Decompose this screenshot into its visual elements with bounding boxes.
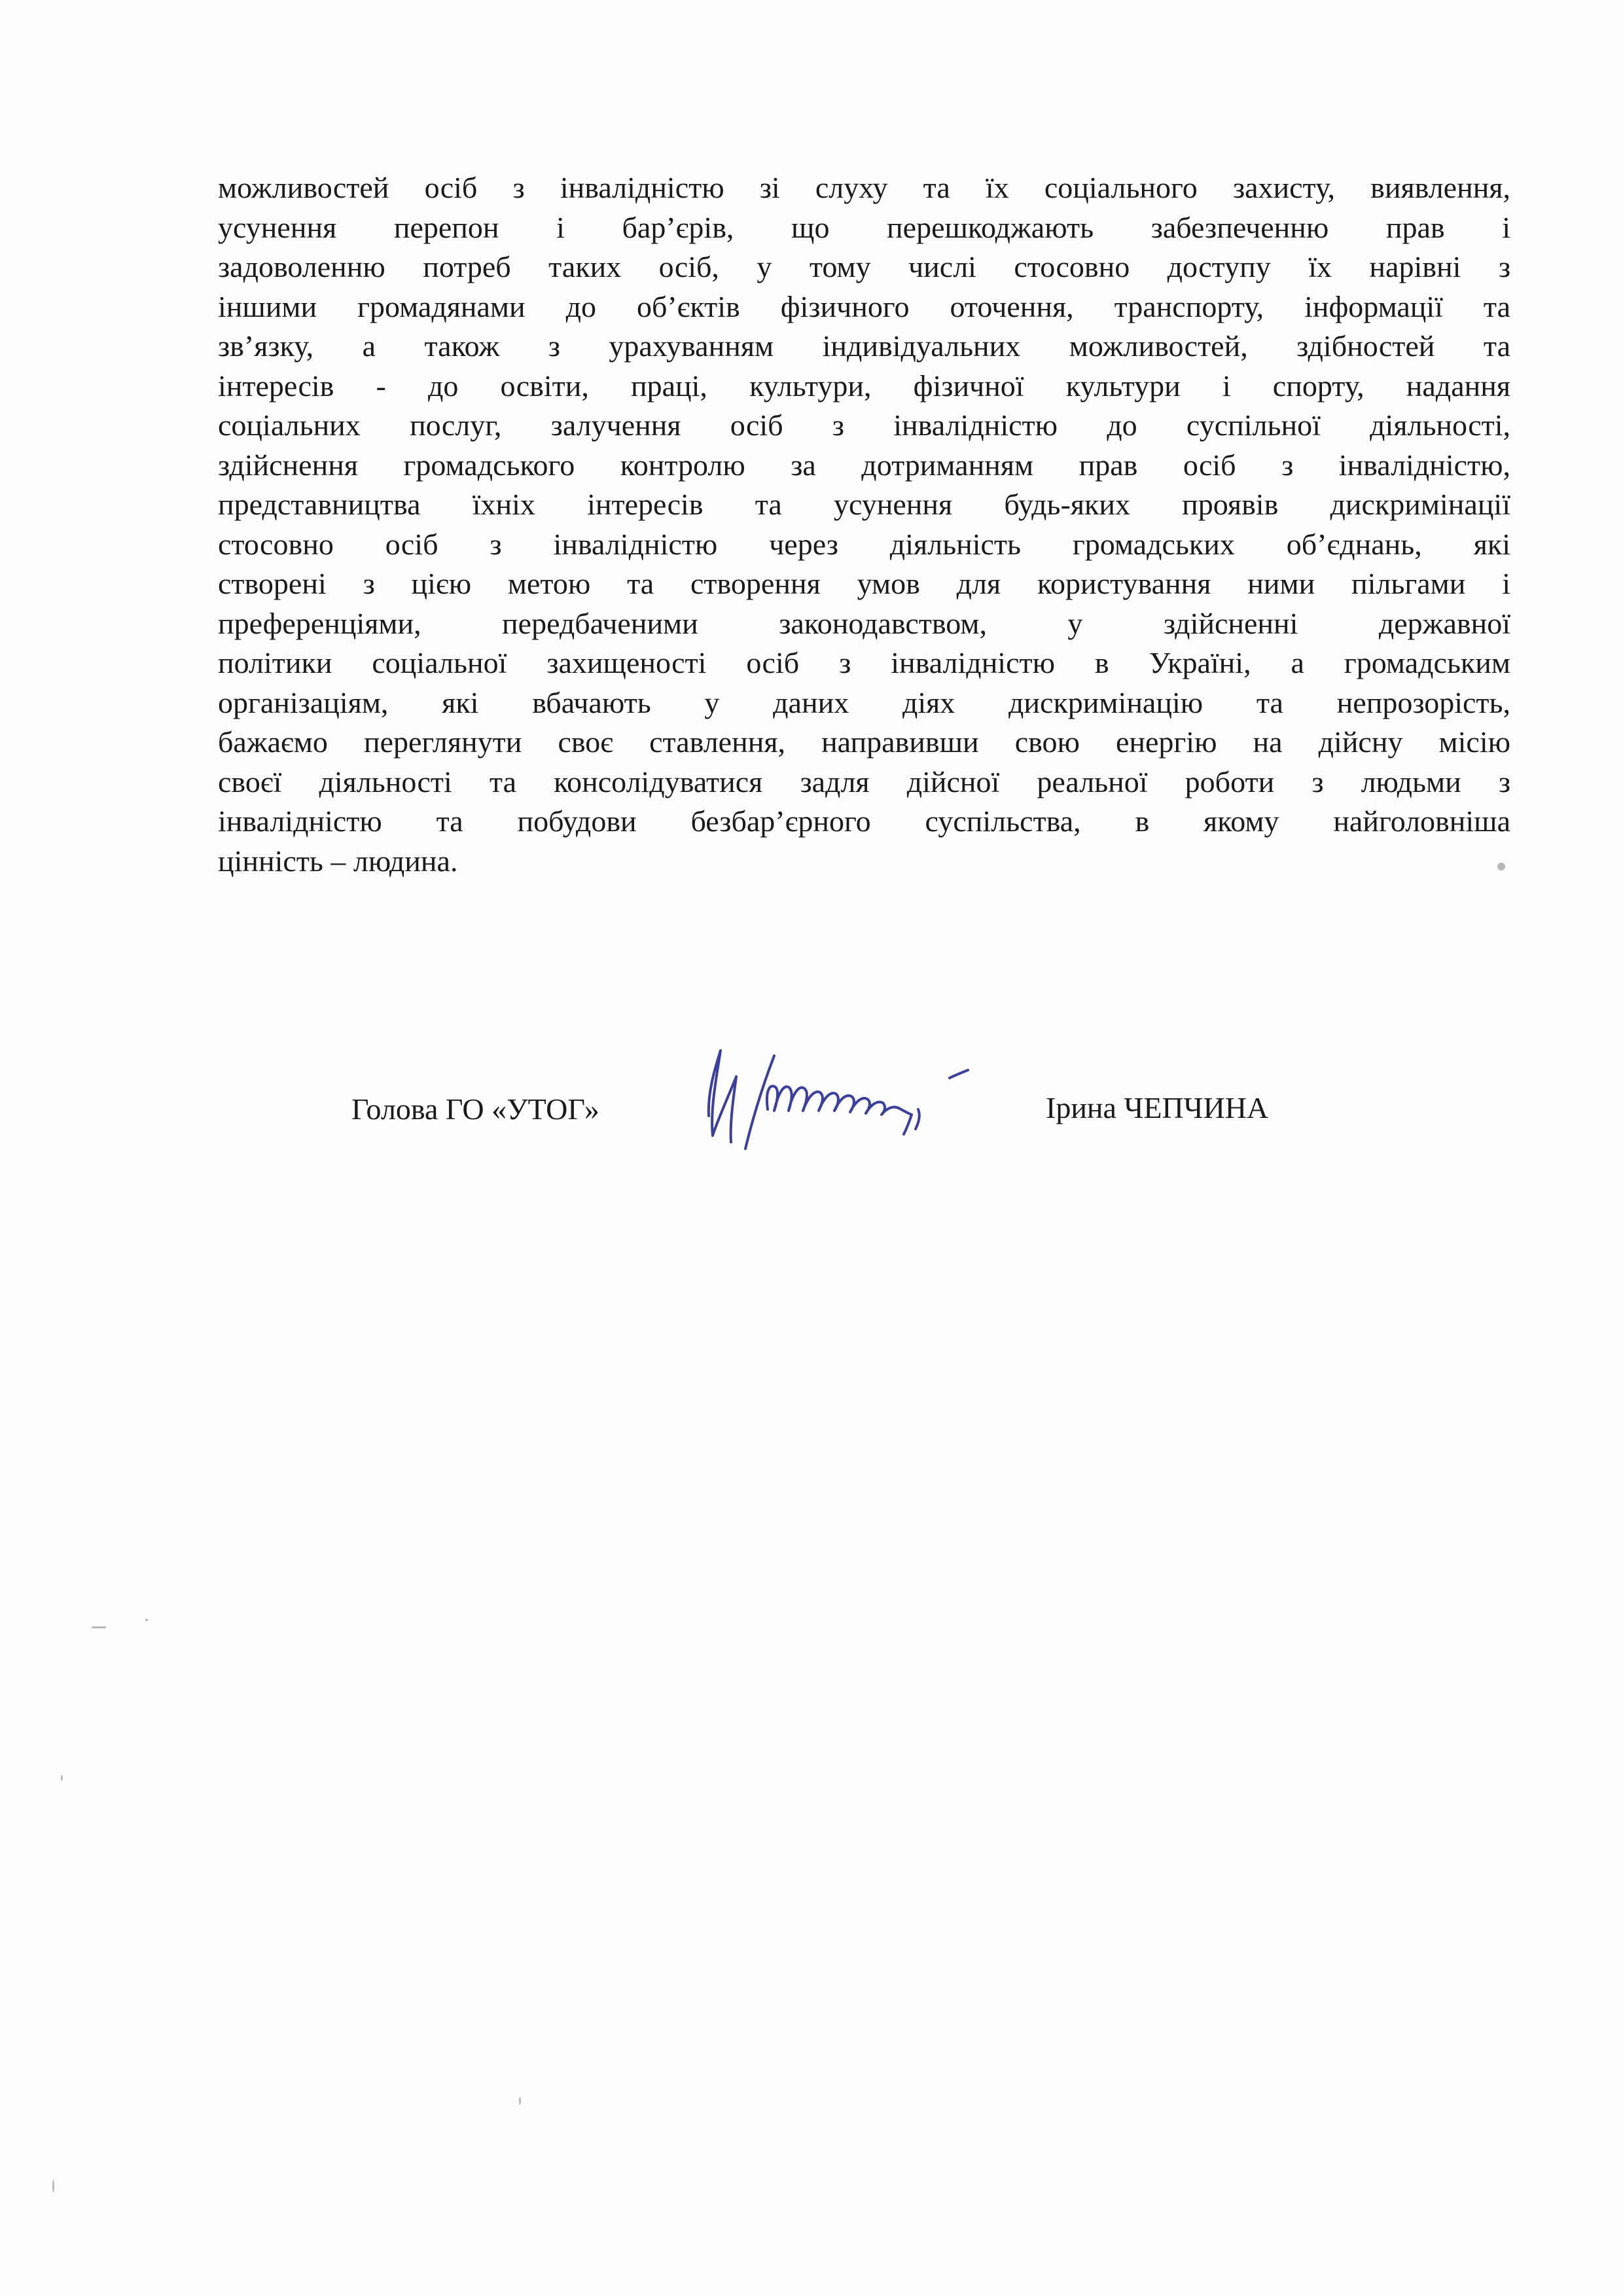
signature-block — [0, 1021, 1623, 1165]
scan-speck — [61, 1775, 63, 1781]
body-line: інтересів - до освіти, праці, культури, фізичної культури і спорту, надання — [218, 368, 1510, 403]
handwritten-signature — [690, 1037, 1018, 1168]
body-line: організаціям, які вбачають у даних діях дискримінацію та непрозорість, — [218, 685, 1510, 719]
body-line: інвалідністю та побудови безбар’єрного суспільства, в якому найголовніша — [218, 804, 1510, 838]
body-line: здійснення громадського контролю за дотриманням прав осіб з інвалідністю, — [218, 448, 1510, 482]
scan-speck — [52, 2179, 54, 2193]
body-line: своєї діяльності та консолідуватися задля дійсної реальної роботи з людьми з — [218, 764, 1510, 798]
body-line: іншими громадянами до об’єктів фізичного оточення, транспорту, інформації та — [218, 289, 1510, 323]
scan-speck — [145, 1619, 148, 1621]
scan-speck — [92, 1626, 106, 1628]
body-line: створені з цією метою та створення умов для користування ними пільгами і — [218, 567, 1510, 600]
letter-body — [218, 168, 1510, 881]
signatory-name: Ірина ЧЕПЧИНА — [1046, 1091, 1269, 1124]
scan-speck — [519, 2097, 521, 2105]
body-line: бажаємо переглянути своє ставлення, направивши свою енергію на дійсну місію — [218, 725, 1510, 759]
body-line: політики соціальної захищеності осіб з інвалідністю в Україні, а громадським — [218, 646, 1510, 679]
body-line: стосовно осіб з інвалідністю через діяльність громадських об’єднань, які — [218, 527, 1510, 561]
signatory-position: Голова ГО «УТОГ» — [351, 1092, 599, 1126]
body-line: усунення перепон і бар’єрів, що перешкоджають забезпеченню прав і — [218, 210, 1510, 244]
body-line: цінність – людина. — [218, 844, 458, 878]
body-line: можливостей осіб з інвалідністю зі слуху та їх соціального захисту, виявлення, — [218, 171, 1510, 204]
body-line: задоволенню потреб таких осіб, у тому числі стосовно доступу їх нарівні з — [218, 250, 1510, 283]
scan-speck — [1497, 863, 1505, 870]
body-line: преференціями, передбаченими законодавством, у здійсненні державної — [218, 606, 1510, 640]
body-line: зв’язку, а також з урахуванням індивідуальних можливостей, здібностей та — [218, 329, 1510, 363]
body-line: представництва їхніх інтересів та усунення будь-яких проявів дискримінації — [218, 488, 1510, 521]
body-line: соціальних послуг, залучення осіб з інвалідністю до суспільної діяльності, — [218, 408, 1510, 442]
